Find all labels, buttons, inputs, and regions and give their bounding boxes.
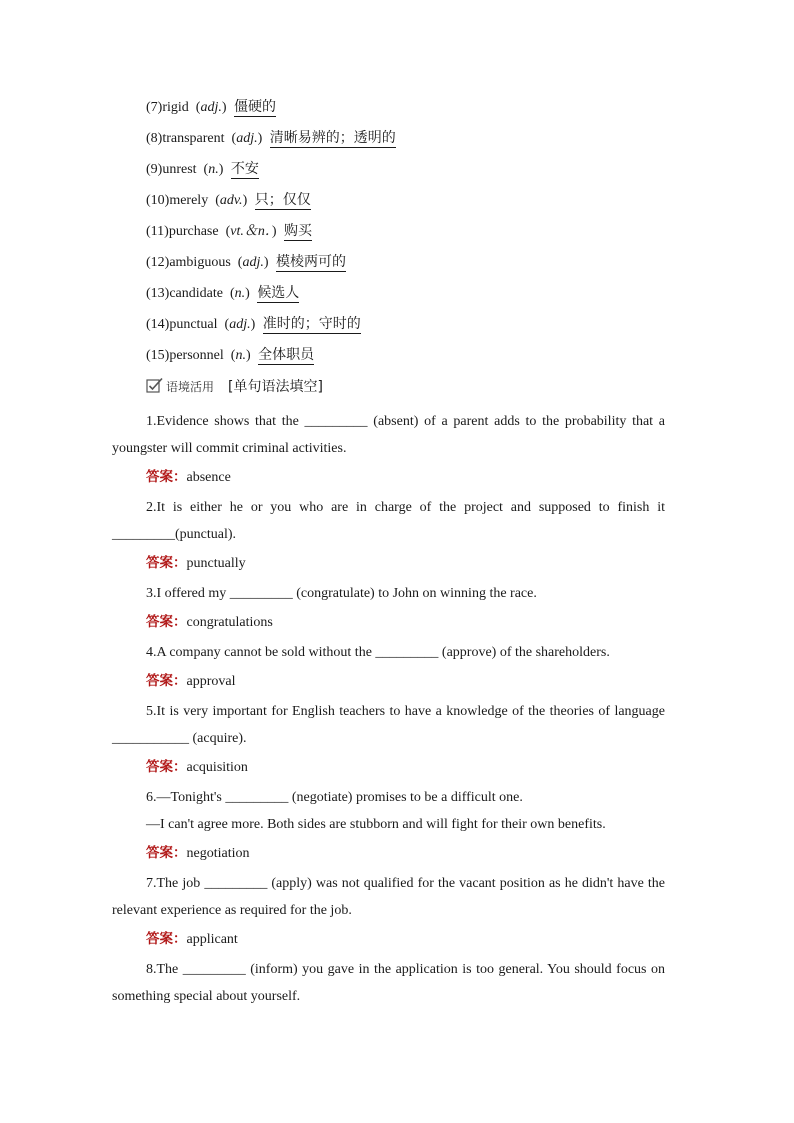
- answer-value: acquisition: [186, 760, 248, 775]
- vocab-number: (9): [146, 162, 163, 177]
- checkbox-pen-icon: [146, 377, 164, 393]
- vocab-item: (15)personnel (n.) 全体职员: [146, 347, 315, 363]
- answer-line: [146, 550, 665, 577]
- vocab-word: ambiguous: [169, 255, 231, 270]
- answer-label: 答案：: [146, 931, 187, 947]
- section-label: 语境活用: [166, 380, 215, 394]
- vocab-word: candidate: [169, 286, 223, 301]
- vocab-word: transparent: [162, 131, 225, 146]
- answer-value: applicant: [186, 932, 238, 947]
- vocab-number: (8): [146, 131, 163, 146]
- answer-label: 答案：: [146, 673, 187, 689]
- vocab-number: (13): [146, 286, 170, 301]
- answer-value: punctually: [186, 556, 246, 571]
- answer-label: 答案：: [146, 555, 187, 571]
- vocab-word: merely: [169, 193, 209, 208]
- vocab-number: (12): [146, 255, 170, 270]
- question-text: 4.A company cannot be sold without the _________ (approve) of the shareholders.: [146, 645, 610, 660]
- vocab-number: (10): [146, 193, 170, 208]
- vocab-pos: n.: [208, 162, 219, 177]
- section-header: [146, 375, 323, 399]
- answer-line: [146, 609, 665, 636]
- question-text: 2.It is either he or you who are in charge of the project and supposed to finish it _________(punctual).: [112, 500, 665, 542]
- vocab-pos: adj.: [200, 100, 222, 115]
- vocab-item: (10)merely (adv.) 只；仅仅: [146, 192, 311, 208]
- vocab-number: (11): [146, 224, 169, 239]
- vocab-meaning: 只；仅仅: [254, 192, 311, 208]
- vocab-item: (9)unrest (n.) 不安: [146, 161, 259, 177]
- vocab-list: [146, 96, 396, 375]
- vocab-meaning: 模棱两可的: [276, 254, 347, 270]
- vocab-word: unrest: [162, 162, 197, 177]
- answer-label: 答案：: [146, 469, 187, 485]
- vocab-meaning: 清晰易辨的；透明的: [269, 130, 396, 146]
- vocab-word: personnel: [169, 348, 224, 363]
- question-text: 6.—Tonight's _________ (negotiate) promises to be a difficult one.: [146, 790, 523, 805]
- question-reply-text: —I can't agree more. Both sides are stubborn and will fight for their own benefits.: [146, 817, 606, 832]
- question-text: 5.It is very important for English teachers to have a knowledge of the theories of language ___________ (acquire).: [112, 704, 665, 746]
- vocab-pos: n.: [235, 348, 246, 363]
- answer-label: 答案：: [146, 845, 187, 861]
- vocab-meaning: 购买: [284, 223, 313, 239]
- question-text: 1.Evidence shows that the _________ (absent) of a parent adds to the probability that a youngster will commit criminal activities.: [112, 414, 665, 456]
- vocab-item: (13)candidate (n.) 候选人: [146, 285, 300, 301]
- vocab-number: (7): [146, 100, 163, 115]
- vocab-item: (11)purchase (vt.＆n．) 购买: [146, 223, 313, 239]
- answer-line: [146, 840, 665, 867]
- answer-line: [146, 464, 665, 491]
- vocab-meaning: 不安: [230, 161, 259, 177]
- vocab-item: (7)rigid (adj.) 僵硬的: [146, 99, 277, 115]
- vocab-word: rigid: [162, 100, 189, 115]
- vocab-pos: adj.: [242, 255, 264, 270]
- vocab-word: punctual: [169, 317, 218, 332]
- question-text: 7.The job _________ (apply) was not qualified for the vacant position as he didn't have the relevant experience as required for the job.: [112, 876, 665, 918]
- answer-label: 答案：: [146, 614, 187, 630]
- vocab-meaning: 候选人: [257, 285, 300, 301]
- answer-value: negotiation: [186, 846, 250, 861]
- vocab-item: (8)transparent (adj.) 清晰易辨的；透明的: [146, 130, 396, 146]
- vocab-meaning: 全体职员: [258, 347, 315, 363]
- question-text: 3.I offered my _________ (congratulate) to John on winning the race.: [146, 586, 537, 601]
- vocab-item: (14)punctual (adj.) 准时的；守时的: [146, 316, 361, 332]
- vocab-number: (15): [146, 348, 170, 363]
- answer-value: approval: [186, 674, 236, 689]
- answer-line: [146, 754, 665, 781]
- answer-line: [146, 926, 665, 953]
- answer-line: [146, 668, 665, 695]
- vocab-pos: adj.: [236, 131, 258, 146]
- exercise-list: [112, 408, 665, 1010]
- vocab-pos: vt.＆n．: [230, 224, 272, 239]
- answer-value: absence: [186, 470, 231, 485]
- vocab-pos: adv.: [219, 193, 243, 208]
- vocab-pos: adj.: [229, 317, 251, 332]
- vocab-pos: n.: [234, 286, 246, 301]
- answer-value: congratulations: [186, 615, 273, 630]
- vocab-meaning: 僵硬的: [234, 99, 277, 115]
- answer-label: 答案：: [146, 759, 187, 775]
- vocab-number: (14): [146, 317, 170, 332]
- question-text: 8.The _________ (inform) you gave in the application is too general. You should focus on something special about yourself.: [112, 962, 665, 1004]
- section-title: [单句语法填空]: [228, 379, 323, 395]
- vocab-word: purchase: [168, 224, 219, 239]
- vocab-item: (12)ambiguous (adj.) 模棱两可的: [146, 254, 347, 270]
- vocab-meaning: 准时的；守时的: [262, 316, 361, 332]
